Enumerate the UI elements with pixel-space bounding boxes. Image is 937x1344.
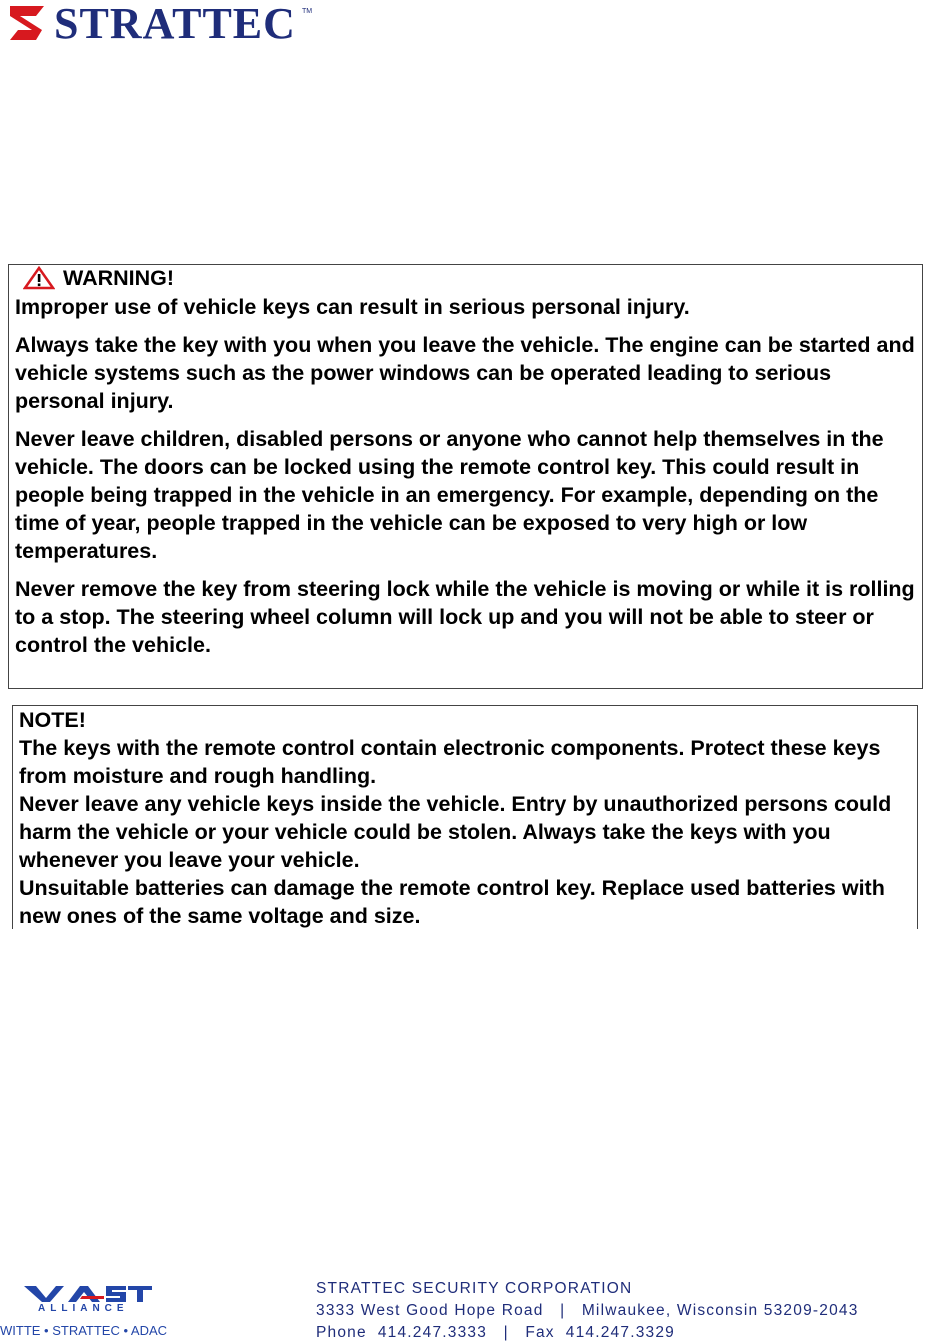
brand-name: STRATTEC xyxy=(54,0,296,48)
note-title: NOTE! xyxy=(19,708,86,732)
warning-title: WARNING! xyxy=(63,266,175,290)
corporate-address-block xyxy=(316,1278,859,1344)
note-box xyxy=(12,705,918,929)
note-paragraph: Never leave any vehicle keys inside the vehicle. Entry by unauthorized persons could harm the vehicle or your vehicle could be stolen. Always take the keys with you whenever you leave your vehicle. xyxy=(19,792,892,872)
strattec-logo xyxy=(6,0,313,48)
warning-triangle-icon xyxy=(23,266,55,290)
vast-logo-icon xyxy=(24,1282,154,1304)
note-paragraph: Unsuitable batteries can damage the remote control key. Replace used batteries with new ones of the same voltage and size. xyxy=(19,876,885,928)
warning-heading xyxy=(23,265,916,291)
warning-paragraph: Never leave children, disabled persons or anyone who cannot help themselves in the vehicle. The doors can be locked using the remote control key. This could result in people being trapped in the vehicle in an emergency. For example, depending on the time of year, people trapped in the vehicle can be exposed to very high or low temperatures. xyxy=(15,427,884,563)
company-phone: Phone 414.247.3333 | Fax 414.247.3329 xyxy=(316,1324,675,1341)
note-paragraph: The keys with the remote control contain electronic components. Protect these keys from moisture and rough handling. xyxy=(19,736,881,788)
alliance-partners: WITTE • STRATTEC • ADAC xyxy=(0,1323,168,1338)
alliance-word: ALLIANCE xyxy=(38,1303,129,1314)
vast-alliance-logo xyxy=(0,1282,180,1340)
trademark-mark: TM xyxy=(302,8,313,15)
warning-paragraph: Never remove the key from steering lock while the vehicle is moving or while it is rolling to a stop. The steering wheel column will lock up and you will not be able to steer or control the vehicle. xyxy=(15,577,915,657)
company-address: 3333 West Good Hope Road | Milwaukee, Wisconsin 53209-2043 xyxy=(316,1302,859,1319)
warning-paragraph: Always take the key with you when you leave the vehicle. The engine can be started and vehicle systems such as the power windows can be operated leading to serious personal injury. xyxy=(15,333,915,413)
strattec-emblem-icon xyxy=(6,2,48,44)
company-name: STRATTEC SECURITY CORPORATION xyxy=(316,1280,633,1297)
warning-paragraph: Improper use of vehicle keys can result in serious personal injury. xyxy=(15,295,690,319)
warning-box xyxy=(8,264,923,689)
